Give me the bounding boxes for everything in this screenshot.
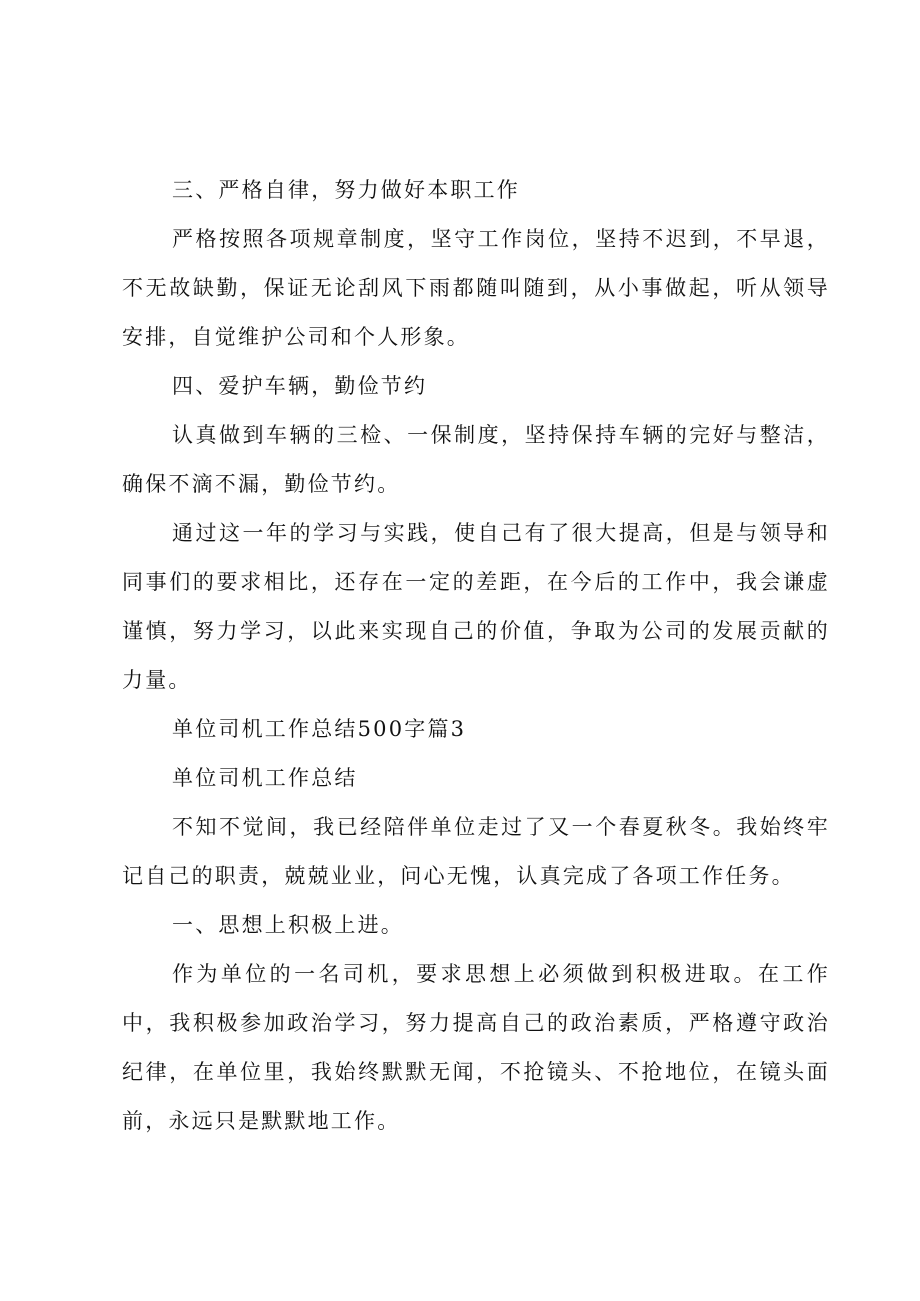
- paragraph: 不知不觉间，我已经陪伴单位走过了又一个春夏秋冬。我始终牢记自己的职责，兢兢业业，问心无愧，认真完成了各项工作任务。: [122, 815, 830, 888]
- section-heading-3: 三、严格自律，努力做好本职工作: [172, 178, 520, 202]
- article-title: 单位司机工作总结500字篇3: [172, 717, 467, 741]
- paragraph: 严格按照各项规章制度，坚守工作岗位，坚持不迟到，不早退，不无故缺勤，保证无论刮风下雨都随叫随到，从小事做起，听从领导安排，自觉维护公司和个人形象。: [122, 227, 830, 349]
- paragraph: 通过这一年的学习与实践，使自己有了很大提高，但是与领导和同事们的要求相比，还存在一定的差距，在今后的工作中，我会谦虚谨慎，努力学习，以此来实现自己的价值，争取为公司的发展贡献的力量。: [122, 521, 830, 692]
- paragraph: 认真做到车辆的三检、一保制度，坚持保持车辆的完好与整洁，确保不滴不漏，勤俭节约。: [122, 423, 830, 496]
- paragraph: 作为单位的一名司机，要求思想上必须做到积极进取。在工作中，我积极参加政治学习，努力提高自己的政治素质，严格遵守政治纪律，在单位里，我始终默默无闻，不抢镜头、不抢地位，在镜头面前，永远只是默默地工作。: [122, 962, 830, 1133]
- section-heading-1: 一、思想上积极上进。: [172, 913, 404, 937]
- section-heading-4: 四、爱护车辆，勤俭节约: [172, 374, 428, 398]
- article-subtitle: 单位司机工作总结: [172, 766, 358, 790]
- document-body: [122, 166, 830, 1146]
